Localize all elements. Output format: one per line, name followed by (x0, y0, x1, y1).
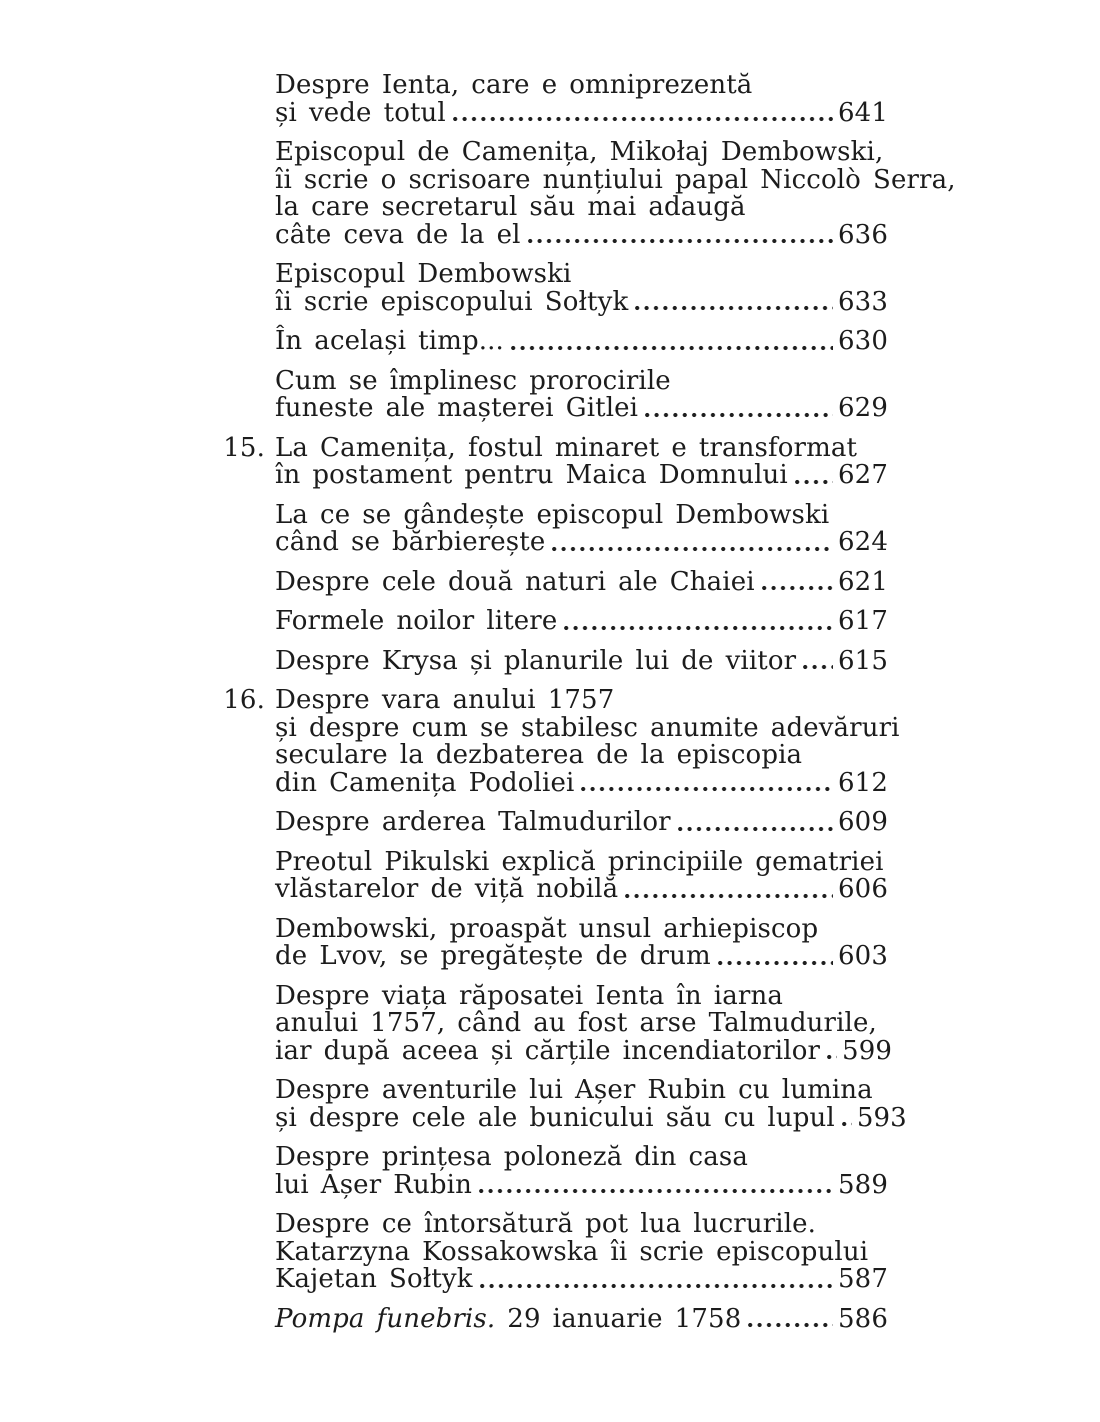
toc-entry-last-line (275, 395, 888, 423)
toc-entry-line: Episcopul Dembowski (275, 259, 572, 289)
toc-entry (275, 72, 888, 127)
toc-entry-last-line (275, 876, 888, 904)
page-number: 609 (837, 807, 888, 837)
toc-entry-last-line (275, 1035, 893, 1066)
toc-entry-line: anului 1757, când au fost arse Talmudurile, (275, 1008, 877, 1038)
entry-title-text: funeste ale mașterei Gitlei (275, 393, 639, 423)
toc-entry-last-line (275, 529, 888, 557)
toc-entry-last-line (275, 566, 888, 597)
entry-title-italic: Pompa funebris. (275, 1303, 496, 1334)
toc-entry-last-line (275, 943, 888, 971)
dot-leader (762, 584, 833, 592)
page-number: 612 (837, 767, 888, 798)
dot-leader (718, 959, 833, 967)
entry-title-text: Despre arderea Talmudurilor (275, 807, 671, 837)
toc-entry-line: Preotul Pikulski explică principiile gematriei (275, 846, 884, 877)
toc-entry-line: îi scrie o scrisoare nunțiului papal Niccolò Serra, (275, 164, 956, 195)
entry-title-text: în postament pentru Maica Domnului (275, 460, 788, 490)
dot-leader (480, 1282, 833, 1290)
dot-leader (453, 115, 833, 123)
toc-entry-line: La ce se gândește episcopul Dembowski (275, 499, 830, 530)
toc-entry-last-line (275, 1102, 907, 1133)
toc-entry-line: Despre prințesa poloneză din casa (275, 1142, 748, 1172)
toc-entry-last-line (275, 219, 888, 250)
entry-title-text (275, 1303, 742, 1334)
page-number: 615 (837, 645, 888, 676)
toc-entry-last-line (275, 608, 888, 636)
toc-entry-last-line (275, 1303, 888, 1334)
toc-entry-last-line (275, 97, 888, 128)
dot-leader (635, 304, 833, 312)
page-number: 589 (837, 1169, 888, 1200)
page-number: 627 (837, 460, 888, 490)
entry-title-text: când se bărbierește (275, 527, 546, 557)
toc-entry-line: Dembowski, proaspăt unsul arhiepiscop (275, 913, 819, 944)
toc-entry-last-line (275, 767, 888, 798)
toc-entry-line: Episcopul de Camenița, Mikołaj Dembowski, (275, 137, 884, 167)
toc-entry (275, 1075, 907, 1133)
entry-title-text: Kajetan Sołtyk (275, 1264, 473, 1294)
dot-leader (625, 892, 833, 900)
toc-entry (275, 809, 888, 837)
entry-title-text: iar după aceea și cărțile incendiatorilor (275, 1035, 821, 1066)
toc-entry (275, 137, 956, 250)
table-of-contents (223, 70, 956, 1345)
page-number: 641 (837, 97, 888, 128)
page-number: 621 (837, 566, 888, 597)
entry-title-text: Formele noilor litere (275, 606, 558, 636)
toc-entry-last-line (275, 809, 888, 837)
page-number: 629 (837, 393, 888, 423)
toc-entry (275, 846, 888, 904)
page-number: 593 (856, 1102, 907, 1133)
page-number: 606 (837, 874, 888, 904)
toc-entry (275, 1303, 888, 1334)
page-number: 633 (837, 286, 888, 317)
toc-entry-last-line (275, 645, 888, 676)
dot-leader (803, 663, 833, 671)
toc-entry (275, 566, 888, 597)
entry-title-text: de Lvov, se pregătește de drum (275, 941, 711, 971)
entry-title-rest: 29 ianuarie 1758 (495, 1303, 742, 1334)
toc-entry-line: Cum se împlinesc prorocirile (275, 365, 671, 396)
page-number: 630 (837, 326, 888, 356)
toc-entry-line: Despre viața răposatei Ienta în iarna (275, 980, 783, 1011)
entry-title-text: și despre cele ale bunicului său cu lupul (275, 1102, 835, 1133)
entry-title-text: și vede totul (275, 97, 446, 128)
toc-entry-last-line (275, 328, 888, 356)
page-number: 636 (837, 219, 888, 250)
chapter-number: 15. (223, 432, 265, 463)
toc-entry (275, 365, 888, 423)
page-number: 586 (837, 1303, 888, 1334)
toc-entry (275, 1211, 888, 1294)
dot-leader (645, 411, 833, 419)
dot-leader (528, 237, 833, 245)
dot-leader (795, 478, 833, 486)
toc-entry (223, 685, 900, 798)
toc-entry-line: seculare la dezbaterea de la episcopia (275, 740, 803, 770)
toc-entry-line: Despre Ienta, care e omniprezentă (275, 70, 753, 100)
dot-leader (479, 1187, 833, 1195)
toc-entry (275, 645, 888, 676)
page-number: 599 (842, 1035, 893, 1066)
toc-entry-line: la care secretarul său mai adaugă (275, 192, 746, 222)
toc-entry-last-line (275, 1266, 888, 1294)
toc-entry-line: Katarzyna Kossakowska îi scrie episcopului (275, 1236, 869, 1267)
dot-leader (827, 1053, 837, 1061)
toc-entry-line: Despre aventurile lui Așer Rubin cu lumina (275, 1075, 873, 1105)
toc-entry (275, 499, 888, 557)
toc-entry (275, 261, 888, 316)
entry-title-text: Despre cele două naturi ale Chaiei (275, 566, 755, 597)
toc-entry (275, 328, 888, 356)
entry-title-text: îi scrie episcopului Sołtyk (275, 286, 629, 317)
dot-leader (842, 1120, 852, 1128)
page-number: 617 (837, 606, 888, 636)
entry-title-text: În același timp... (275, 326, 504, 356)
entry-title-text: Despre Krysa și planurile lui de viitor (275, 645, 797, 676)
toc-entry-line: Despre vara anului 1757 (275, 685, 615, 715)
toc-entry (275, 608, 888, 636)
page-number: 603 (837, 941, 888, 971)
toc-entry (275, 913, 888, 971)
dot-leader (581, 785, 833, 793)
toc-entry-line: și despre cum se stabilesc anumite adevăruri (275, 712, 900, 743)
dot-leader (511, 344, 833, 352)
toc-entry (223, 432, 888, 490)
entry-title-text: lui Așer Rubin (275, 1169, 472, 1200)
toc-entry-last-line (275, 462, 888, 490)
toc-entry (275, 980, 893, 1066)
entry-title-text: câte ceva de la el (275, 219, 521, 250)
toc-entry (275, 1144, 888, 1199)
dot-leader (552, 545, 833, 553)
dot-leader (748, 1321, 833, 1329)
page-number: 587 (837, 1264, 888, 1294)
page-number: 624 (837, 527, 888, 557)
dot-leader (678, 825, 833, 833)
dot-leader (564, 624, 833, 632)
toc-entry-last-line (275, 286, 888, 317)
entry-title-text: din Camenița Podoliei (275, 767, 575, 798)
chapter-number: 16. (223, 685, 265, 715)
toc-entry-line: La Camenița, fostul minaret e transformat (275, 432, 858, 463)
toc-entry-last-line (275, 1169, 888, 1200)
entry-title-text: vlăstarelor de viță nobilă (275, 874, 619, 904)
toc-entry-line: Despre ce întorsătură pot lua lucrurile. (275, 1209, 817, 1239)
